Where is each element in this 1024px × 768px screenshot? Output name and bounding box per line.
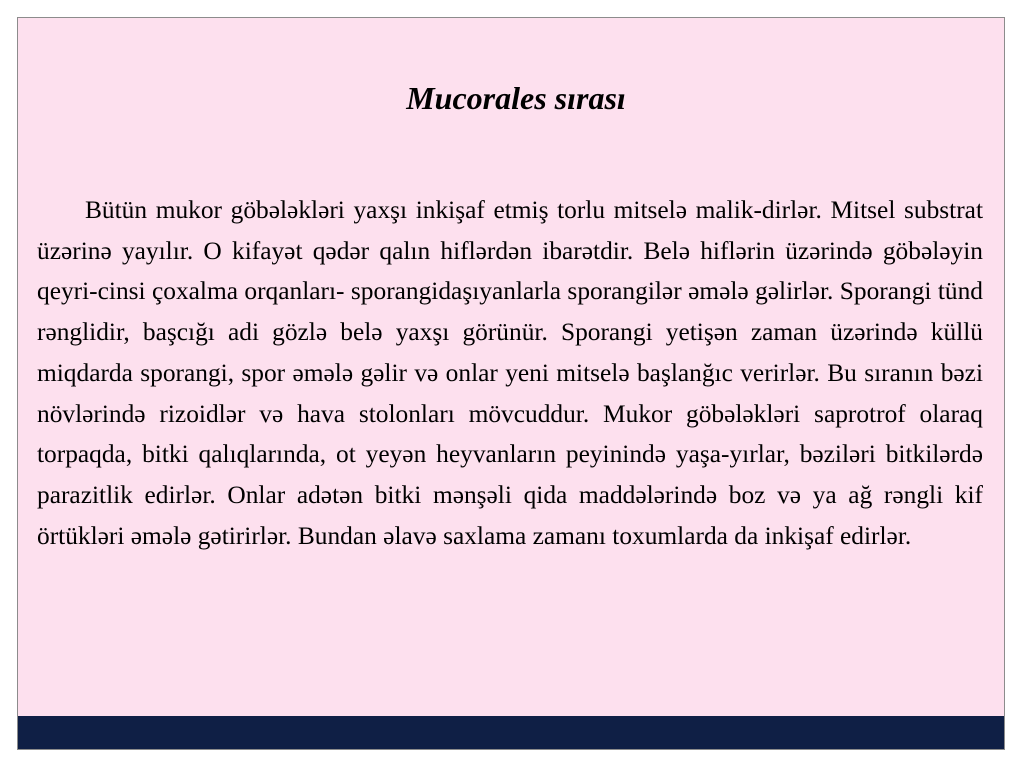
footer-bar bbox=[18, 716, 1004, 749]
body-paragraph: Bütün mukor göbələkləri yaxşı inkişaf etmiş torlu mitselə malik-dirlər. Mitsel substrat üzərinə yayılır. O kifayət qədər qalın hiflərdən ibarətdir. Belə hiflərin üzərində göbələyin qeyri-cinsi çoxalma orqanları- sporangidaşıyanlarla sporangilər əmələ gəlirlər. Sporangi tünd rənglidir, başcığı adi gözlə belə yaxşı görünür. Sporangi yetişən zaman üzərində küllü miqdarda sporangi, spor əmələ gəlir və onlar yeni mitselə başlanğıc verirlər. Bu sıranın bəzi növlərində rizoidlər və hava stolonları mövcuddur. Mukor göbələkləri saprotrof olaraq torpaqda, bitki qalıqlarında, ot yeyən heyvanların peyinində yaşa-yırlar, bəziləri bitkilərdə parazitlik edirlər. Onlar adətən bitki mənşəli qida maddələrində boz və ya ağ rəngli kif örtükləri əmələ gətirirlər. Bundan əlavə saxlama zamanı toxumlarda da inkişaf edirlər. bbox=[37, 196, 983, 550]
slide bbox=[17, 17, 1005, 750]
slide-title: Mucorales sırası bbox=[406, 80, 626, 116]
